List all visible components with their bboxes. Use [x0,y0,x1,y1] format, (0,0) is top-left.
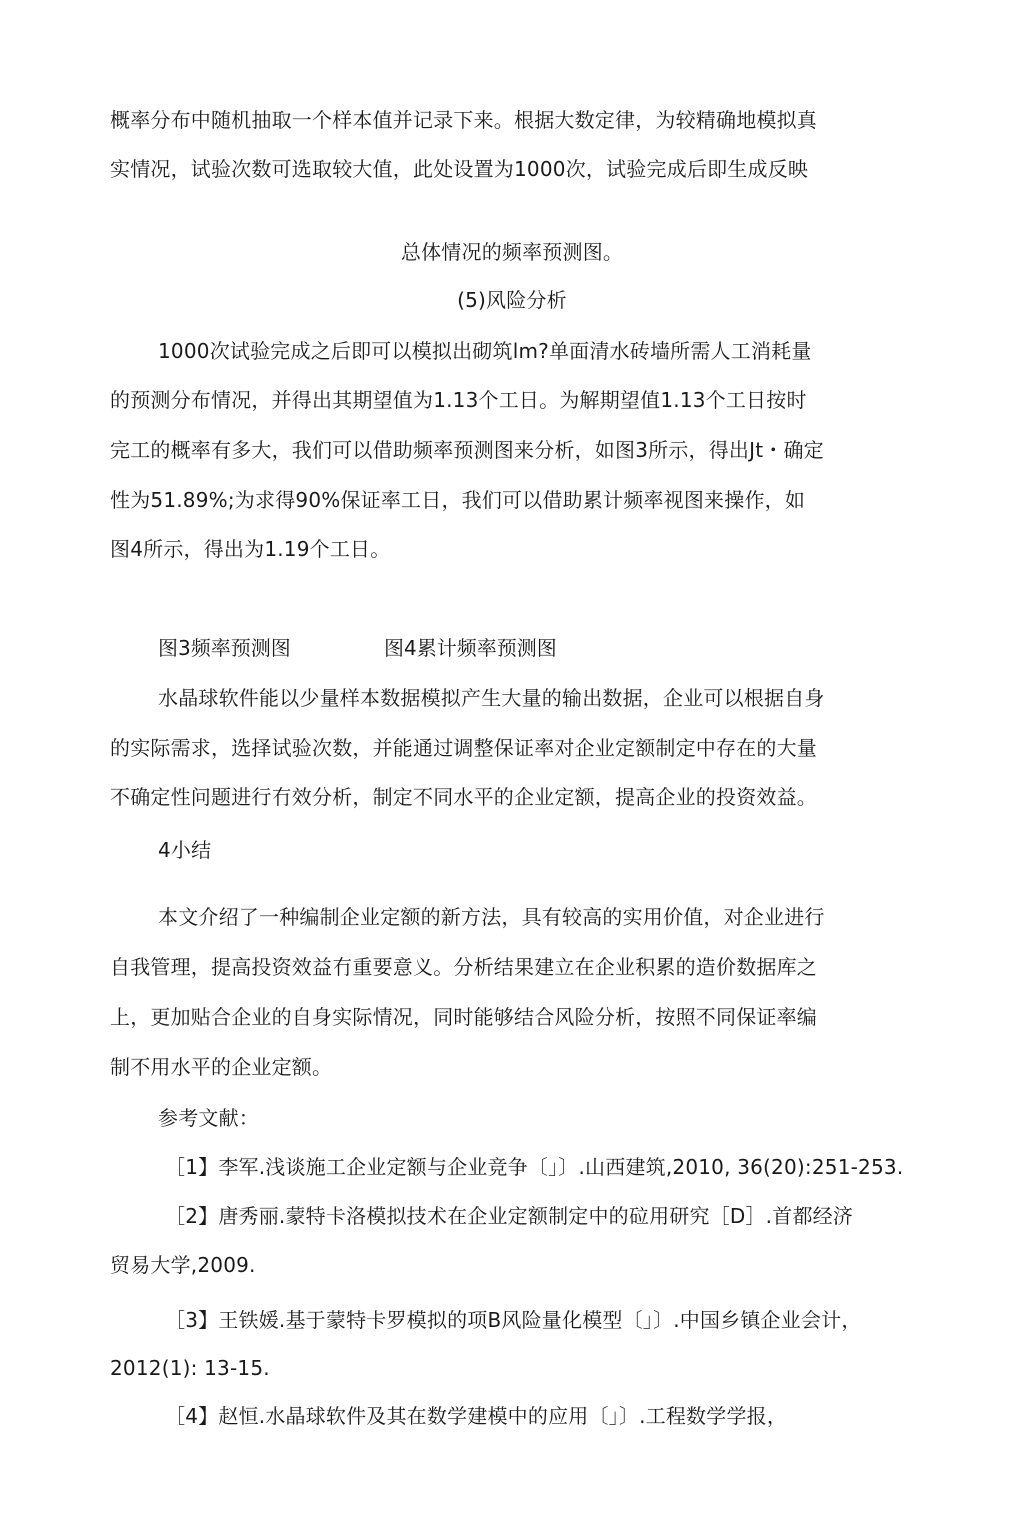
text-line: 自我管理，提高投资效益冇重要意义。分析结果建立在企业积累的造价数据库之 [110,955,817,979]
text-line: 性为51.89%;为求得90%保证率工日，我们可以借助累计频率视图来操作，如 [110,488,806,512]
text-line: 制不用水平的企业定额。 [110,1055,333,1079]
figure-4-caption: 图4累计频率预测图 [384,636,557,660]
figure-3-caption: 图3频率预测图 [158,636,291,660]
reference-item: ［4】赵恒.水晶球软件及其在数学建模中的应用〔」〕.工程数学学报， [165,1404,788,1428]
reference-item: ［1】李军.浅谈施工企业定额与企业竞争〔」〕.山西建筑,2010, 36(20):251-253. [165,1155,904,1179]
text-line: 概率分布中随机抽取一个样本值并记录下来。根据大数定律，为较精确地模拟真 [110,108,817,132]
text-line: 的实际需求，选择试验次数，并能通过调整保证率对企业定额制定中存在的大量 [110,736,817,760]
reference-item: ［3】王铁媛.基于蒙特卡罗模拟的项B风险量化模型〔」〕.中国乡镇企业会计， [165,1308,862,1332]
reference-item-continuation: 2012(1): 13-15. [110,1356,270,1380]
text-line: 上，更加贴合企业的自身实际情况，同时能够结合风险分析，按照不同保证率编 [110,1005,817,1029]
text-line: 不确定性问题进行冇效分析，制定不同水平的企业定额，提高企业的投资效益。 [110,785,817,809]
text-line: 图4所示，得出为1.19个工日。 [110,537,391,561]
figure-captions [158,634,557,662]
text-line: 完工的概率有多大，我们可以借助频率预测图来分析，如图3所示，得出Jt・确定 [110,438,824,462]
text-line: 本文介绍了一种编制企业定额的新方法，具有较高的实用价值，对企业进行 [158,905,825,929]
references-heading: 参考文献： [158,1106,259,1130]
text-line-centered: 总体情况的频率预测图。 [400,240,624,264]
reference-item-continuation: 贸易大学,2009. [110,1253,256,1277]
section-heading-summary: 4小结 [158,838,212,862]
text-line: 1000次试验完成之后即可以模拟出砌筑lm?单面清水砖墙所需人工消耗量 [158,339,812,363]
section-heading-risk-analysis: (5)风险分析 [457,288,567,312]
reference-item: ［2】唐秀丽.蒙特卡洛模拟技术在企业定额制定中的砬用研究［D］.首都经济 [165,1204,854,1228]
text-line: 实情况，试验次数可选取较大值，此处设置为1000次，试验完成后即生成反映 [110,157,809,181]
text-line: 的预测分布情况，并得出其期望值为1.13个工日。为解期望值1.13个工日按时 [110,388,807,412]
text-line: 水晶球软件能以少量样本数据模拟产生大量的输出数据，企业可以根据自身 [158,686,825,710]
